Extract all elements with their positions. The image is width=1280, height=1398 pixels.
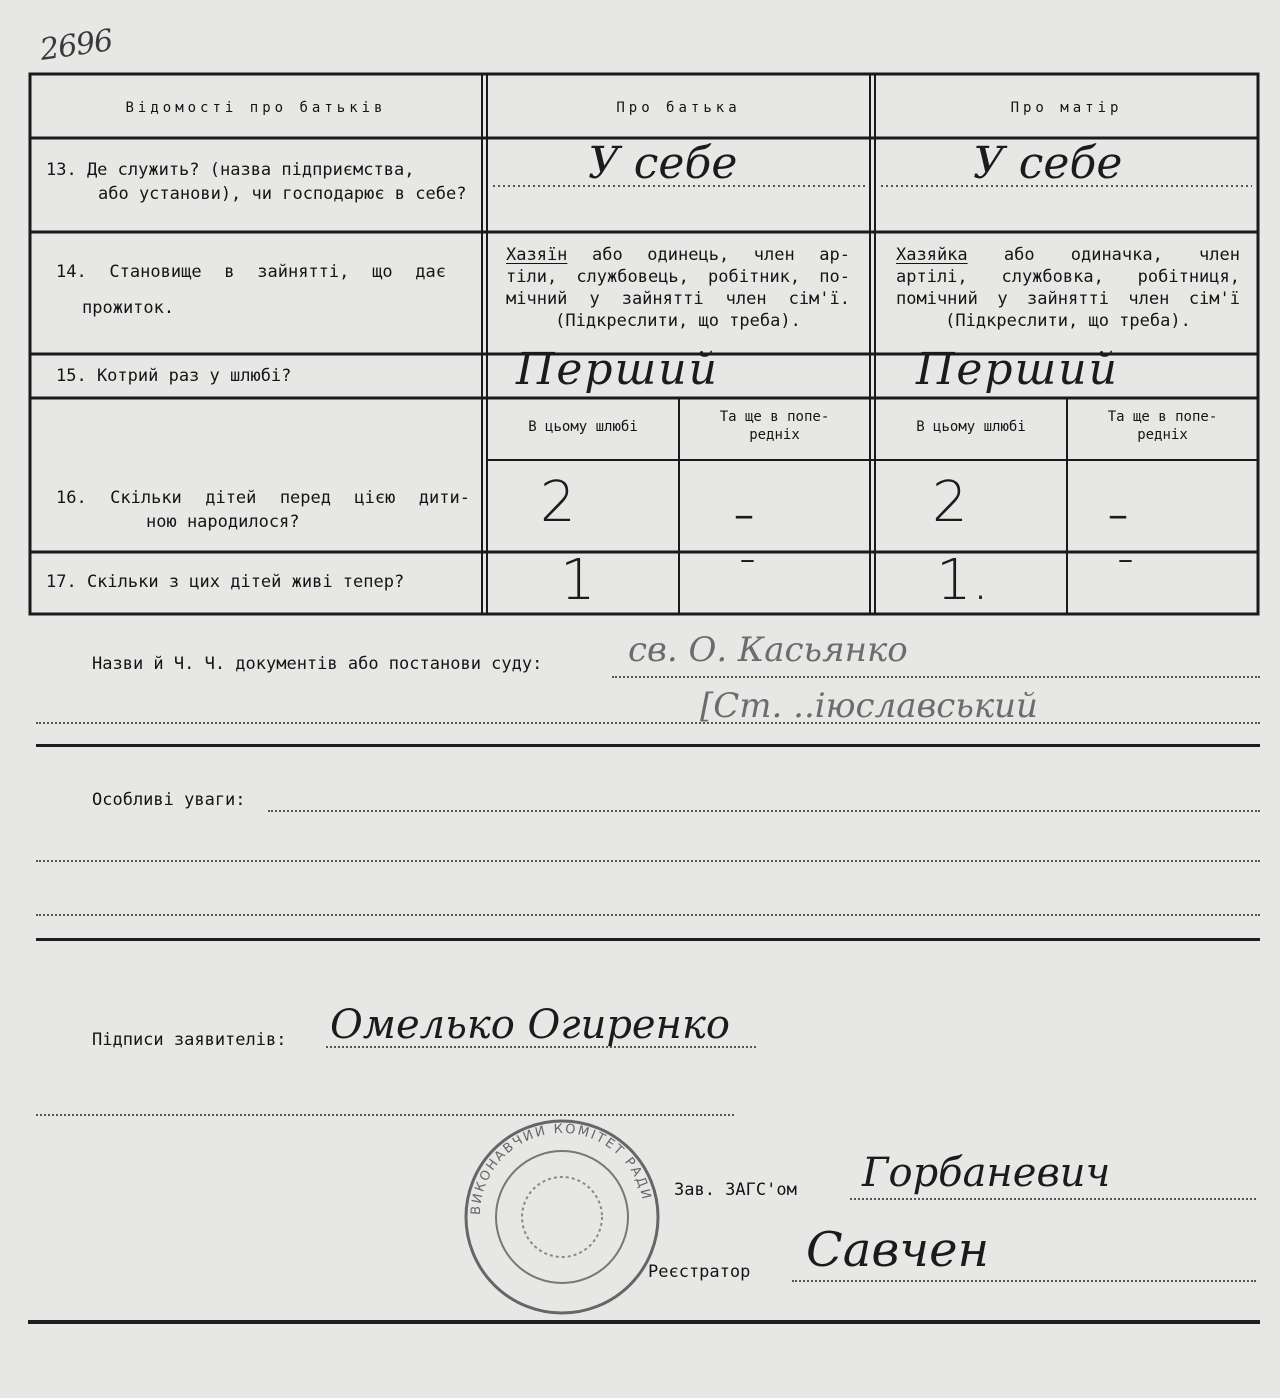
zags-head-dotted-line	[850, 1198, 1256, 1200]
documents-label: Назви й Ч. Ч. документів або постанови суду:	[92, 654, 543, 674]
parents-info-table	[28, 72, 1260, 616]
zags-head-signature: Горбаневич	[862, 1150, 1111, 1196]
q14-mother-line2: артілі, службовка, робітниця,	[896, 267, 1240, 287]
header-mother: Про матір	[1010, 100, 1123, 116]
q16-mother-previous: –	[1108, 492, 1128, 538]
q14-label	[56, 260, 446, 320]
q13-label-line1: 13. Де служить? (назва підприємства,	[46, 160, 415, 180]
subheader-mother-current: В цьому шлюбі	[916, 419, 1026, 435]
official-stamp	[462, 1115, 662, 1320]
q14-mother-selected-owner: Хазяйка	[896, 245, 968, 265]
q16-label-line1: 16. Скільки дітей перед цією дити-	[56, 488, 470, 508]
q16-label-line2: ною народилося?	[146, 512, 300, 532]
header-father: Про батька	[616, 100, 741, 116]
q13-father-answer: У себе	[588, 138, 738, 189]
q14-label-line1: 14. Становище в зайнятті, що дає	[56, 262, 446, 282]
stamp-text: ВИКОНАВЧИЙ КОМІТЕТ РАДИ	[468, 1121, 654, 1216]
q17-mother-previous: –	[1118, 542, 1133, 577]
q17-label: 17. Скільки з цих дітей живі тепер?	[46, 572, 405, 592]
q13-label-line2: або установи), чи господарює в себе?	[98, 184, 467, 204]
remarks-section-rule	[36, 938, 1260, 941]
q15-label: 15. Котрий раз у шлюбі?	[56, 366, 292, 386]
q14-mother-options	[896, 244, 1240, 332]
q14-mother-line1: Хазяйка або одиначка, член	[896, 245, 1240, 265]
remarks-dotted-line-1	[268, 810, 1260, 812]
registrar-dotted-line	[792, 1280, 1256, 1282]
q14-father-selected-owner: Хазяїн	[506, 245, 568, 265]
q17-mother-current: 1.	[936, 548, 990, 613]
subheader-father-previous: Та ще в попе- редніх	[719, 409, 830, 443]
q17-father-previous: –	[740, 542, 755, 577]
header-parents-info: Відомості про батьків	[125, 100, 387, 116]
documents-section-rule	[36, 744, 1260, 747]
q16-father-current: 2	[540, 470, 576, 535]
q14-father-line3: мічний у зайнятті член сім'ї.	[506, 289, 850, 309]
q16-father-previous: –	[734, 492, 754, 538]
applicants-signature: Омелько Огиренко	[330, 1002, 730, 1048]
subheader-father-current: В цьому шлюбі	[528, 419, 638, 435]
remarks-dotted-line-2	[36, 860, 1260, 862]
q14-father-line2: тіли, службовець, робітник, по-	[506, 267, 850, 287]
q14-father-options	[506, 244, 850, 332]
q14-father-line1: Хазяїн або одинець, член ар-	[506, 245, 850, 265]
documents-value-line1: св. О. Касьянко	[628, 630, 908, 670]
applicants-label: Підписи заявителів:	[92, 1030, 287, 1050]
zags-head-label: Зав. ЗАГС'ом	[674, 1180, 797, 1200]
corner-record-number: 2696	[37, 23, 115, 68]
remarks-dotted-line-3	[36, 914, 1260, 916]
q13-label	[46, 158, 476, 206]
q14-mother-line3: помічний у зайнятті член сім'ї	[896, 289, 1240, 309]
bottom-rule	[28, 1320, 1260, 1324]
q16-label	[56, 486, 470, 534]
q15-mother-answer: Перший	[916, 344, 1119, 395]
q17-father-current: 1	[560, 548, 596, 613]
subheader-mother-previous: Та ще в попе- редніх	[1107, 409, 1218, 443]
documents-dotted-line-2	[36, 722, 1260, 724]
q14-mother-line4: (Підкреслити, що треба).	[945, 311, 1191, 331]
documents-value-line2: [Ст. ..іюславський	[700, 686, 1038, 726]
q16-mother-current: 2	[932, 470, 968, 535]
remarks-label: Особливі уваги:	[92, 790, 246, 810]
documents-dotted-line-1	[612, 676, 1260, 678]
q14-label-line2: прожиток.	[82, 298, 175, 318]
registrar-signature: Савчен	[806, 1222, 990, 1278]
q14-father-line4: (Підкреслити, що треба).	[555, 311, 801, 331]
registrar-label: Реєстратор	[648, 1262, 751, 1282]
q15-father-answer: Перший	[516, 344, 719, 395]
q13-mother-answer: У себе	[973, 138, 1123, 189]
